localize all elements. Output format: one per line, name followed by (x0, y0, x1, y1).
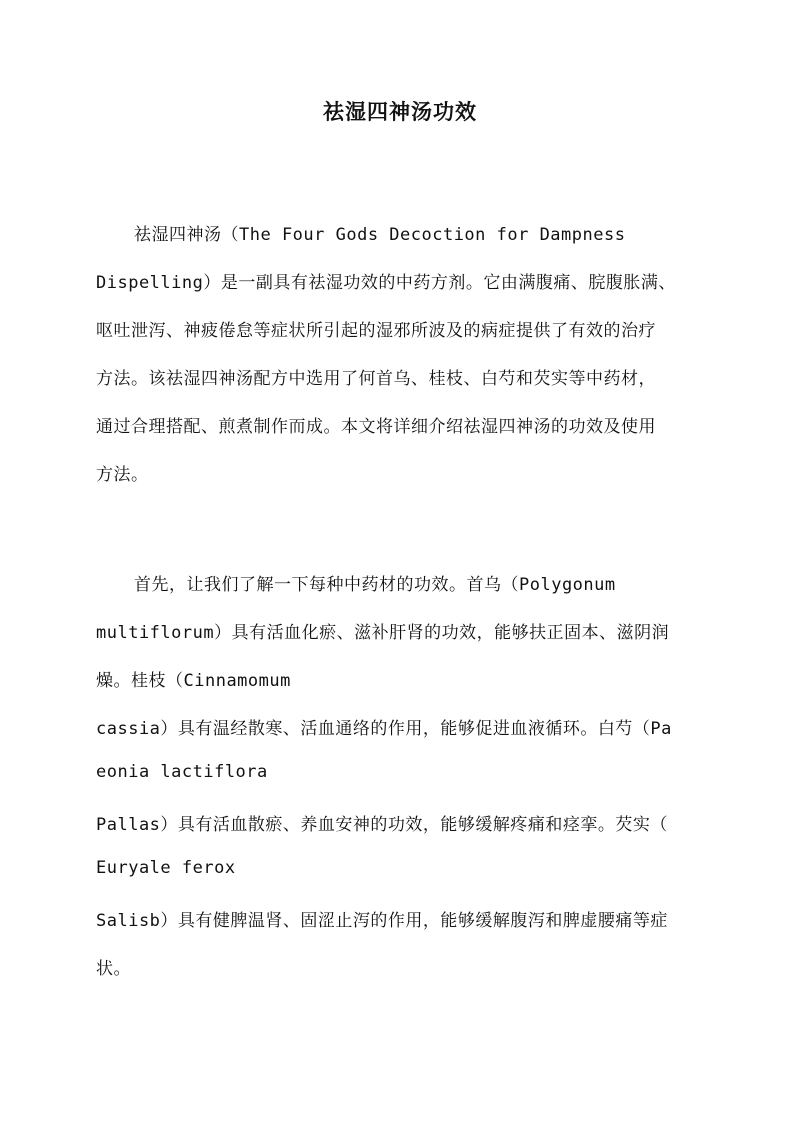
paragraph-2-line-8: Salisb）具有健脾温肾、固涩止泻的作用，能够缓解腹泻和脾虚腰痛等症 (96, 911, 668, 931)
paragraph-2-line-7: Euryale ferox (96, 858, 236, 878)
paragraph-1-line-1: 祛湿四神汤（The Four Gods Decoction for Dampness (134, 225, 626, 245)
paragraph-1-line-4: 方法。该祛湿四神汤配方中选用了何首乌、桂枝、白芍和芡实等中药材， (96, 369, 656, 389)
document-title: 祛湿四神汤功效 (323, 99, 477, 124)
paragraph-2-line-5: eonia lactiflora (96, 762, 268, 782)
paragraph-2-line-2: multiflorum）具有活血化瘀、滋补肝肾的功效，能够扶正固本、滋阴润 (96, 623, 670, 643)
paragraph-2-line-9: 状。 (96, 959, 131, 979)
paragraph-2-line-4: cassia）具有温经散寒、活血通络的作用，能够促进血液循环。白芍（Pa (96, 719, 672, 739)
paragraph-1-line-6: 方法。 (96, 465, 149, 485)
paragraph-1-line-3: 呕吐泄泻、神疲倦怠等症状所引起的湿邪所波及的病症提供了有效的治疗 (96, 321, 656, 341)
paragraph-1-line-5: 通过合理搭配、煎煮制作而成。本文将详细介绍祛湿四神汤的功效及使用 (96, 417, 656, 437)
paragraph-2-line-6: Pallas）具有活血散瘀、养血安神的功效，能够缓解疼痛和痉挛。芡实（ (96, 815, 668, 835)
paragraph-1-line-2: Dispelling）是一副具有祛湿功效的中药方剂。它由满腹痛、脘腹胀满、 (96, 273, 676, 293)
paragraph-2-line-3: 燥。桂枝（Cinnamomum (96, 671, 291, 691)
paragraph-2-line-1: 首先，让我们了解一下每种中药材的功效。首乌（Polygonum (134, 575, 616, 595)
